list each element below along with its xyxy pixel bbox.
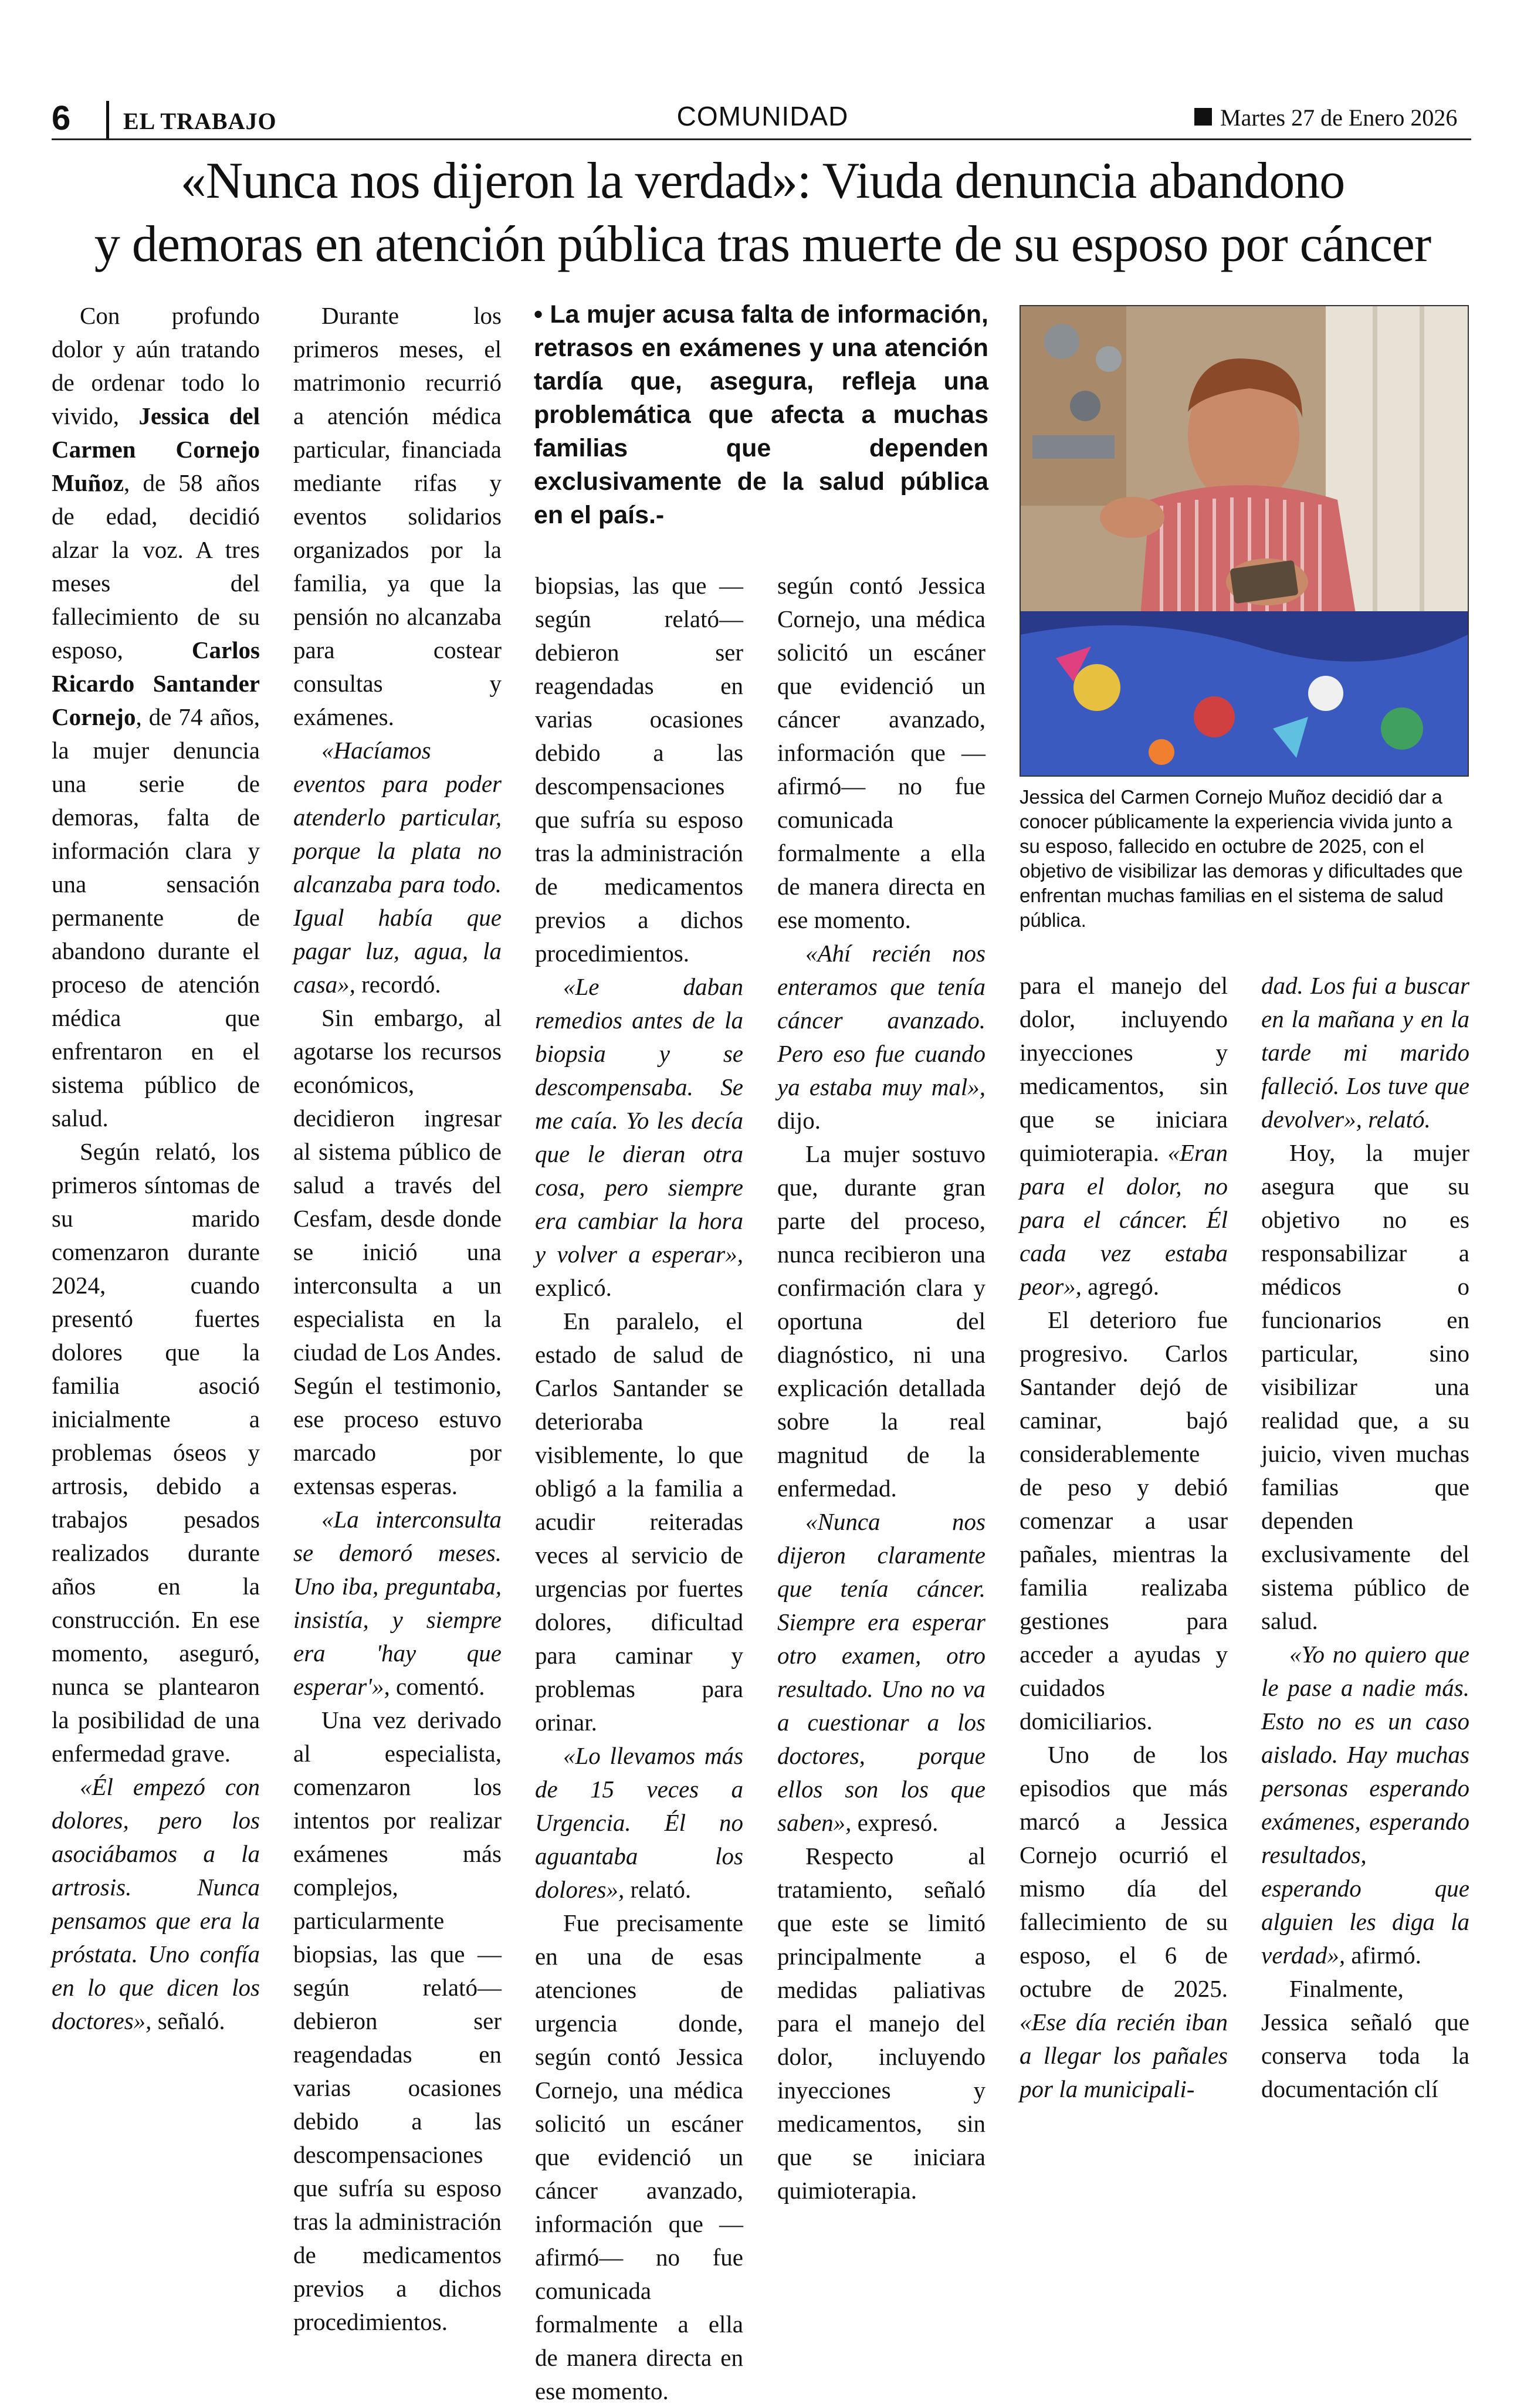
header-divider — [106, 101, 109, 138]
photo-caption: Jessica del Carmen Cornejo Muñoz decidió dar a conocer públicamente la experiencia vivida junto a su esposo, fallecido en octubre de 2025, con el objetivo de visibilizar las demoras y dificultades que enfrentan muchas familias en el sistema de salud pública. — [1020, 786, 1463, 931]
person-name: Carlos Ricardo Santander Cornejo — [52, 636, 260, 730]
paragraph: Uno de los episodios que más marcó a Jessica Cornejo ocurrió el mismo día del fallecimiento de su esposo, el 6 de octubre de 2025. «Ese día recién iban a llegar los pañales por la municipali- — [1020, 1741, 1228, 2102]
article-column-5 — [1020, 969, 1228, 2106]
article-column-1 — [52, 299, 260, 2038]
headline-line-2: y demoras en atención pública tras muerte de su esposo por cáncer — [94, 216, 1431, 273]
paragraph: Fue precisamente en una de esas atenciones de urgencia donde, según contó Jessica Cornejo, una médica solicitó un escáner que evidenció un cáncer avanzado, información que —afirmó— no fue comunicada formalmente a ella de manera directa en ese momento. — [535, 1909, 743, 2404]
quote-paragraph: «Nunca nos dijeron claramente que tenía cáncer. Siempre era esperar otro examen, otro resultado. Uno no va a cuestionar a los doctores, porque ellos son los que saben», expresó. — [777, 1508, 985, 1836]
article-photo — [1020, 305, 1469, 777]
headline-line-1: «Nunca nos dijeron la verdad»: Viuda denuncia abandono — [180, 153, 1345, 209]
paragraph: El deterioro fue progresivo. Carlos Santander dejó de caminar, bajó considerablemente de peso y debió comenzar a usar pañales, mientras la familia realizaba gestiones para acceder a ayudas y cuidados domiciliarios. — [1020, 1306, 1228, 1735]
quote-paragraph: «Ahí recién nos enteramos que tenía cáncer avanzado. Pero eso fue cuando ya estaba muy mal», dijo. — [777, 940, 985, 1134]
paragraph: La mujer sostuvo que, durante gran parte del proceso, nunca recibieron una confirmación clara y oportuna del diagnóstico, ni una explicación detallada sobre la real magnitud de la enfermedad. — [777, 1140, 985, 1502]
paragraph: Respecto al tratamiento, señaló que este se limitó principalmente a medidas paliativas para el manejo del dolor, incluyendo inyecciones y medicamentos, sin que se iniciara quimioterapia. — [777, 1843, 985, 2204]
header-rule — [52, 138, 1471, 140]
article-column-3 — [535, 569, 743, 2404]
article-column-6 — [1261, 969, 1469, 2106]
paragraph: Durante los primeros meses, el matrimonio recurrió a atención médica particular, financiada mediante rifas y eventos solidarios organizados por la familia, ya que la pensión no alcanzaba para costear consultas y exámenes. — [293, 302, 502, 730]
quote-paragraph: «Lo llevamos más de 15 veces a Urgencia. Él no aguantaba los dolores», relató. — [535, 1742, 743, 1903]
article-headline — [41, 150, 1484, 276]
paragraph-continued: según contó Jessica Cornejo, una médica solicitó un escáner que evidenció un cáncer avanzado, información que —afirmó— no fue comunicada formalmente a ella de manera directa en ese momento. — [777, 572, 985, 933]
issue-date: Martes 27 de Enero 2026 — [1220, 104, 1458, 131]
quote-paragraph: «La interconsulta se demoró meses. Uno iba, preguntaba, insistía, y siempre era 'hay que esperar'», comentó. — [293, 1506, 502, 1700]
quote-paragraph: «Yo no quiero que le pase a nadie más. Esto no es un caso aislado. Hay muchas personas esperando exámenes, esperando resultados, esperando que alguien les diga la verdad», afirmó. — [1261, 1641, 1469, 1969]
woman-at-table-image — [1021, 306, 1468, 775]
paragraph: Con profundo dolor y aún tratando de ordenar todo lo vivido, Jessica del Carmen Cornejo Muñoz, de 58 años de edad, decidió alzar la voz. A tres meses del fallecimiento de su esposo, Carlos Ricardo Santander Cornejo, de 74 años, la mujer denuncia una serie de demoras, falta de información clara y una sensación permanente de abandono durante el proceso de atención médica que enfrentaron en el sistema público de salud. — [52, 302, 260, 1132]
page-number: 6 — [52, 99, 71, 137]
person-name: Jessica del Carmen Cornejo Muñoz — [52, 402, 260, 496]
paragraph: Una vez derivado al especialista, comenzaron los intentos por realizar exámenes más complejos, particularmente biopsias, las que —según relató— debieron ser reagendadas en varias ocasiones debido a las descompensaciones que sufría su esposo tras la administración de medicamentos previos a dichos procedimientos. — [293, 1706, 502, 2335]
paragraph: Según relató, los primeros síntomas de su marido comenzaron durante 2024, cuando presentó fuertes dolores que la familia asoció inicialmente a problemas óseos y artrosis, debido a trabajos pesados realizados durante años en la construcción. En ese momento, aseguró, nunca se plantearon la posibilidad de una enfermedad grave. — [52, 1138, 260, 1767]
quote-paragraph: «Le daban remedios antes de la biopsia y se descompensaba. Se me caía. Yo les decía que le dieran otra cosa, pero siempre era cambiar la hora y volver a esperar», explicó. — [535, 973, 743, 1301]
article-summary: • La mujer acusa falta de información, retrasos en exámenes y una atención tardía que, asegura, refleja una problemática que afecta a muchas familias que dependen exclusivamente de la salud pública en el país.- — [534, 300, 988, 529]
paragraph: Sin embargo, al agotarse los recursos económicos, decidieron ingresar al sistema público de salud a través del Cesfam, desde donde se inició una interconsulta a un especialista en la ciudad de Los Andes. Según el testimonio, ese proceso estuvo marcado por extensas esperas. — [293, 1004, 502, 1499]
paragraph: Finalmente, Jessica señaló que conserva toda la documentación clí — [1261, 1975, 1469, 2102]
article-column-4 — [777, 569, 985, 2204]
article-column-2 — [293, 299, 502, 2335]
paragraph: En paralelo, el estado de salud de Carlos Santander se deterioraba visiblemente, lo que obligó a la familia a acudir reiteradas veces al servicio de urgencias por fuertes dolores, dificultad para caminar y problemas para orinar. — [535, 1308, 743, 1736]
quote-paragraph: «Hacíamos eventos para poder atenderlo particular, porque la plata no alcanzaba para todo. Igual había que pagar luz, agua, la casa», recordó. — [293, 737, 502, 998]
section-name: COMUNIDAD — [676, 101, 849, 131]
paragraph-continued: dad. Los fui a buscar en la mañana y en la tarde mi marido falleció. Los tuve que devolver», relató. — [1261, 972, 1469, 1133]
paragraph-continued: para el manejo del dolor, incluyendo inyecciones y medicamentos, sin que se iniciara quimioterapia. «Eran para el dolor, no para el cáncer. Él cada vez estaba peor», agregó. — [1020, 972, 1228, 1300]
publication-name: EL TRABAJO — [123, 108, 277, 134]
quote-paragraph: «Él empezó con dolores, pero los asociábamos a la artrosis. Nunca pensamos que era la próstata. Uno confía en lo que dicen los doctores», señaló. — [52, 1773, 260, 2034]
paragraph-continued: biopsias, las que —según relató— debieron ser reagendadas en varias ocasiones debido a las descompensaciones que sufría su esposo tras la administración de medicamentos previos a dichos procedimientos. — [535, 572, 743, 967]
paragraph: Hoy, la mujer asegura que su objetivo no es responsabilizar a médicos o funcionarios en particular, sino visibilizar una realidad que, a su juicio, viven muchas familias que dependen exclusivamente del sistema público de salud. — [1261, 1139, 1469, 1634]
date-marker-icon — [1194, 108, 1212, 126]
